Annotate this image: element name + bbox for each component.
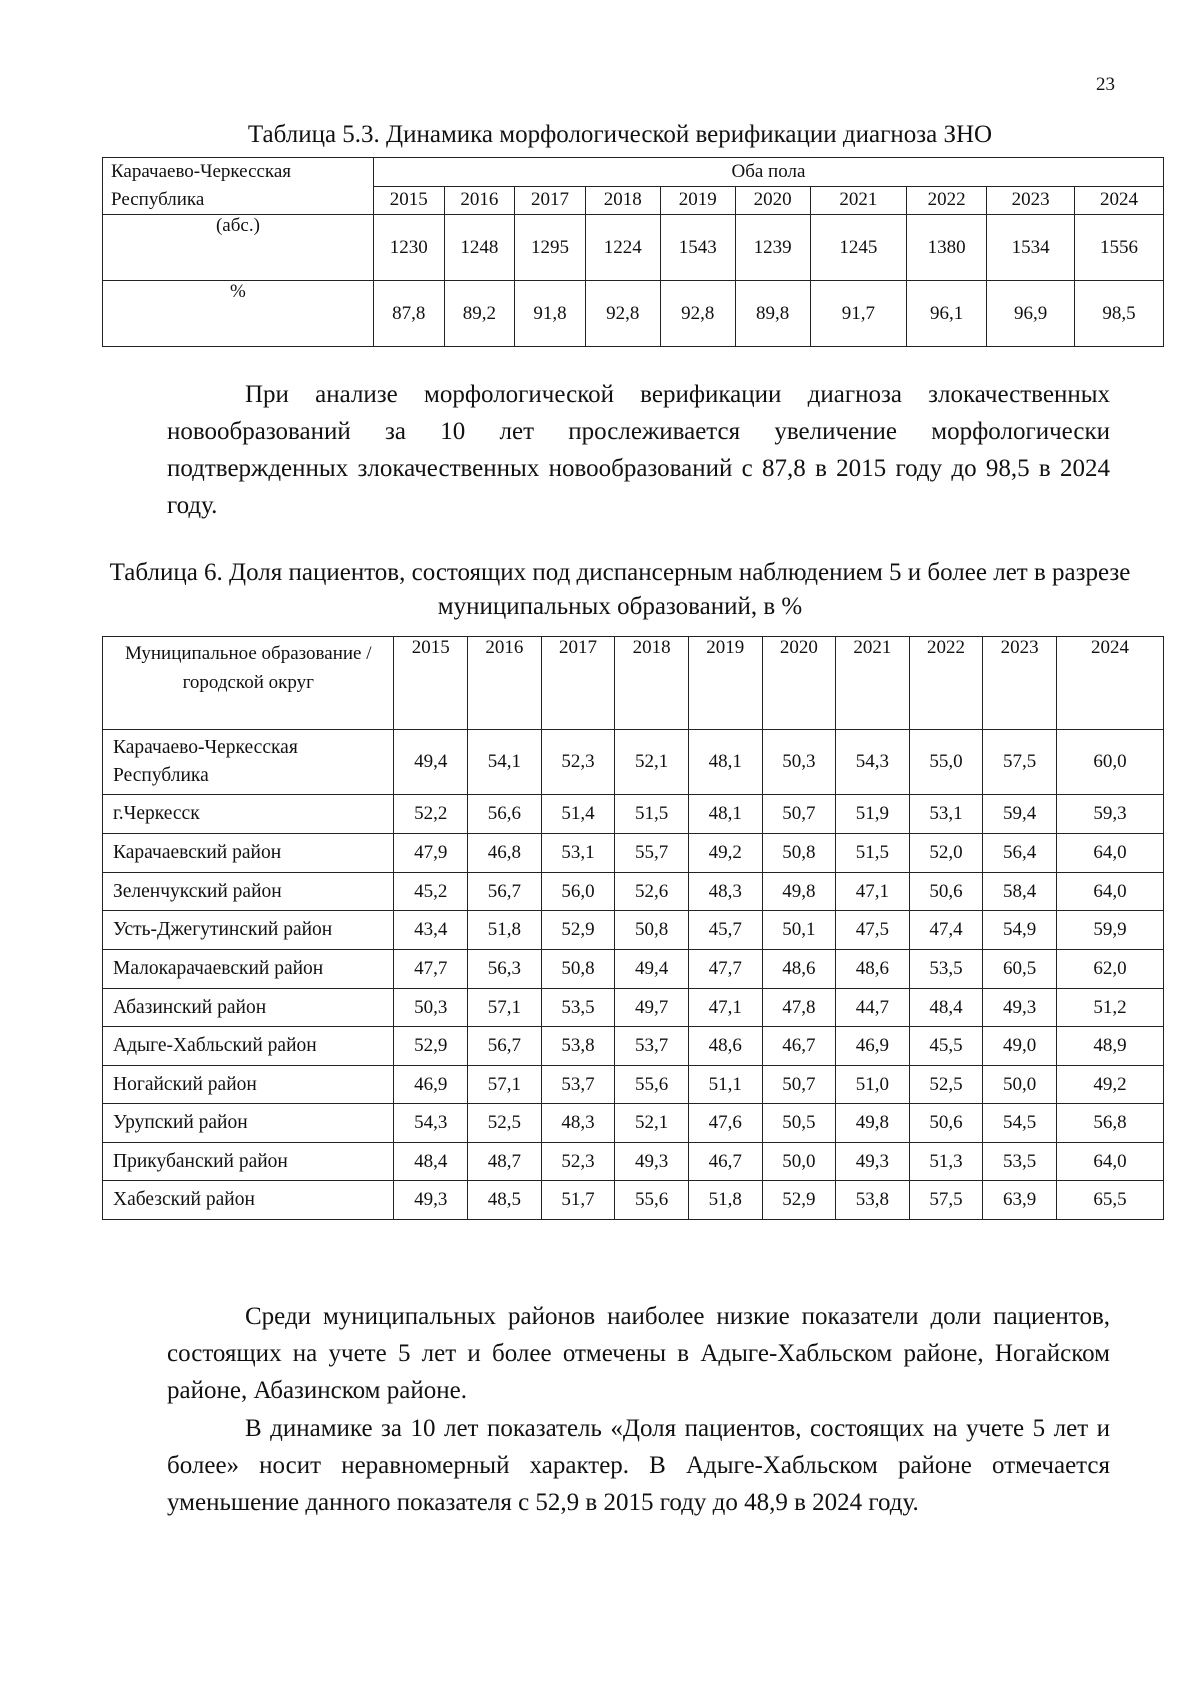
value-cell: 46,9 — [836, 1027, 910, 1066]
year-header: 2021 — [810, 186, 906, 215]
value-cell: 49,0 — [983, 1027, 1057, 1066]
value-cell: 53,5 — [909, 950, 983, 989]
value-cell: 59,9 — [1056, 911, 1163, 950]
municipality-name: Адыге-Хабльский район — [103, 1027, 394, 1066]
value-cell: 52,0 — [909, 834, 983, 873]
value-cell: 51,5 — [615, 795, 689, 834]
value-cell: 52,1 — [615, 1104, 689, 1143]
value-cell: 50,7 — [762, 1066, 836, 1104]
value-cell: 51,3 — [909, 1143, 983, 1181]
table-row — [103, 1066, 1164, 1104]
value-cell: 56,8 — [1056, 1104, 1163, 1143]
value-cell: 62,0 — [1056, 950, 1163, 989]
table-row — [103, 911, 1164, 950]
value-cell: 45,2 — [394, 873, 468, 911]
value-cell: 51,9 — [836, 795, 910, 834]
value-cell: 51,1 — [688, 1066, 762, 1104]
value-cell: 48,5 — [468, 1181, 542, 1220]
value-cell: 57,1 — [468, 1066, 542, 1104]
value-cell: 48,9 — [1056, 1027, 1163, 1066]
value-cell: 53,1 — [909, 795, 983, 834]
value-cell: 1295 — [515, 215, 586, 281]
table-row — [103, 795, 1164, 834]
value-cell: 56,7 — [468, 873, 542, 911]
value-cell: 49,7 — [615, 989, 689, 1027]
value-cell: 89,2 — [444, 281, 515, 347]
value-cell: 56,7 — [468, 1027, 542, 1066]
value-cell: 48,4 — [394, 1143, 468, 1181]
value-cell: 43,4 — [394, 911, 468, 950]
value-cell: 45,7 — [688, 911, 762, 950]
value-cell: 53,7 — [541, 1066, 615, 1104]
value-cell: 53,7 — [615, 1027, 689, 1066]
value-cell: 52,5 — [468, 1104, 542, 1143]
value-cell: 49,8 — [836, 1104, 910, 1143]
municipality-name: Абазинский район — [103, 989, 394, 1027]
value-cell: 47,8 — [762, 989, 836, 1027]
value-cell: 54,5 — [983, 1104, 1057, 1143]
value-cell: 50,8 — [615, 911, 689, 950]
year-header: 2024 — [1056, 637, 1163, 730]
value-cell: 48,3 — [688, 873, 762, 911]
table-row — [103, 950, 1164, 989]
value-cell: 1556 — [1075, 215, 1164, 281]
value-cell: 55,0 — [909, 730, 983, 795]
value-cell: 51,8 — [688, 1181, 762, 1220]
value-cell: 48,1 — [688, 730, 762, 795]
value-cell: 48,1 — [688, 795, 762, 834]
table2-corner: Муниципальное образование / городской округ — [103, 637, 394, 730]
value-cell: 49,3 — [615, 1143, 689, 1181]
value-cell: 59,4 — [983, 795, 1057, 834]
paragraph-1 — [167, 376, 1110, 524]
municipality-name: Усть-Джегутинский район — [103, 911, 394, 950]
value-cell: 55,7 — [615, 834, 689, 873]
value-cell: 89,8 — [735, 281, 810, 347]
year-header: 2024 — [1075, 186, 1164, 215]
value-cell: 48,6 — [762, 950, 836, 989]
value-cell: 52,9 — [762, 1181, 836, 1220]
municipality-name: Карачаевский район — [103, 834, 394, 873]
year-header: 2015 — [394, 637, 468, 730]
value-cell: 1543 — [660, 215, 735, 281]
value-cell: 57,5 — [983, 730, 1057, 795]
table-row — [103, 730, 1164, 795]
table-row — [103, 989, 1164, 1027]
value-cell: 52,6 — [615, 873, 689, 911]
municipality-name: Урупский район — [103, 1104, 394, 1143]
year-header: 2017 — [515, 186, 586, 215]
value-cell: 49,2 — [688, 834, 762, 873]
value-cell: 1534 — [987, 215, 1075, 281]
value-cell: 47,5 — [836, 911, 910, 950]
value-cell: 56,3 — [468, 950, 542, 989]
paragraph-3-text: В динамике за 10 лет показатель «Доля пациентов, состоящих на учете 5 лет и более» носит неравномерный характер. В Адыге-Хабльском районе отмечается уменьшение данного показателя с 52,9 в 2015 году до 48,9 в 2024 году. — [167, 1415, 1110, 1516]
value-cell: 55,6 — [615, 1066, 689, 1104]
value-cell: 91,7 — [810, 281, 906, 347]
value-cell: 53,5 — [983, 1143, 1057, 1181]
value-cell: 52,9 — [541, 911, 615, 950]
value-cell: 46,8 — [468, 834, 542, 873]
value-cell: 52,2 — [394, 795, 468, 834]
value-cell: 54,9 — [983, 911, 1057, 950]
value-cell: 48,3 — [541, 1104, 615, 1143]
value-cell: 45,5 — [909, 1027, 983, 1066]
value-cell: 65,5 — [1056, 1181, 1163, 1220]
row-label: % — [103, 281, 374, 347]
value-cell: 49,2 — [1056, 1066, 1163, 1104]
value-cell: 53,1 — [541, 834, 615, 873]
value-cell: 48,6 — [688, 1027, 762, 1066]
dispensary-observation-table — [102, 636, 1164, 1220]
table1-row-abs — [103, 215, 1164, 281]
table-6-caption: Таблица 6. Доля пациентов, состоящих под диспансерным наблюдением 5 и более лет в разрезе муниципальных образований, в % — [109, 559, 1131, 620]
row-label: (абс.) — [103, 215, 374, 281]
value-cell: 64,0 — [1056, 1143, 1163, 1181]
table-row — [103, 1104, 1164, 1143]
value-cell: 56,0 — [541, 873, 615, 911]
value-cell: 49,4 — [615, 950, 689, 989]
table-row — [103, 1143, 1164, 1181]
value-cell: 50,7 — [762, 795, 836, 834]
value-cell: 51,2 — [1056, 989, 1163, 1027]
year-header: 2018 — [615, 637, 689, 730]
table-row — [103, 1181, 1164, 1220]
value-cell: 54,3 — [836, 730, 910, 795]
table1-group-header: Оба пола — [373, 158, 1163, 187]
year-header: 2015 — [373, 186, 444, 215]
value-cell: 52,3 — [541, 730, 615, 795]
municipality-name: Карачаево-Черкесская Республика — [103, 730, 394, 795]
municipality-name: Хабезский район — [103, 1181, 394, 1220]
year-header: 2023 — [983, 637, 1057, 730]
morphological-verification-table — [102, 157, 1164, 347]
value-cell: 52,1 — [615, 730, 689, 795]
municipality-name: Малокарачаевский район — [103, 950, 394, 989]
table1-row-percent — [103, 281, 1164, 347]
value-cell: 1248 — [444, 215, 515, 281]
value-cell: 48,6 — [836, 950, 910, 989]
value-cell: 49,3 — [836, 1143, 910, 1181]
value-cell: 50,3 — [394, 989, 468, 1027]
value-cell: 55,6 — [615, 1181, 689, 1220]
year-header: 2022 — [906, 186, 986, 215]
paragraph-1-text: При анализе морфологической верификации диагноза злокачественных новообразований за 10 лет прослеживается увеличение морфологически подтвержденных злокачественных новообразований с 87,8 в 2015 году до 98,5 в 2024 году. — [167, 381, 1110, 519]
value-cell: 47,7 — [688, 950, 762, 989]
value-cell: 60,0 — [1056, 730, 1163, 795]
year-header: 2016 — [444, 186, 515, 215]
value-cell: 1380 — [906, 215, 986, 281]
value-cell: 56,6 — [468, 795, 542, 834]
value-cell: 46,7 — [688, 1143, 762, 1181]
year-header: 2018 — [585, 186, 660, 215]
value-cell: 47,7 — [394, 950, 468, 989]
paragraph-2-text: Среди муниципальных районов наиболее низкие показатели доли пациентов, состоящих на учете 5 лет и более отмечены в Адыге-Хабльском районе, Ногайском районе, Абазинском районе. — [167, 1303, 1110, 1404]
value-cell: 91,8 — [515, 281, 586, 347]
value-cell: 50,8 — [762, 834, 836, 873]
value-cell: 92,8 — [660, 281, 735, 347]
value-cell: 46,9 — [394, 1066, 468, 1104]
table-row — [103, 834, 1164, 873]
value-cell: 1224 — [585, 215, 660, 281]
value-cell: 50,8 — [541, 950, 615, 989]
value-cell: 51,5 — [836, 834, 910, 873]
value-cell: 64,0 — [1056, 834, 1163, 873]
value-cell: 54,3 — [394, 1104, 468, 1143]
value-cell: 52,9 — [394, 1027, 468, 1066]
value-cell: 1245 — [810, 215, 906, 281]
value-cell: 57,1 — [468, 989, 542, 1027]
value-cell: 50,5 — [762, 1104, 836, 1143]
value-cell: 64,0 — [1056, 873, 1163, 911]
value-cell: 50,0 — [983, 1066, 1057, 1104]
value-cell: 57,5 — [909, 1181, 983, 1220]
value-cell: 53,8 — [836, 1181, 910, 1220]
value-cell: 47,4 — [909, 911, 983, 950]
value-cell: 47,9 — [394, 834, 468, 873]
table-row — [103, 1027, 1164, 1066]
table-5-3-caption: Таблица 5.3. Динамика морфологической верификации диагноза ЗНО — [247, 121, 993, 148]
value-cell: 87,8 — [373, 281, 444, 347]
value-cell: 49,4 — [394, 730, 468, 795]
value-cell: 56,4 — [983, 834, 1057, 873]
value-cell: 49,8 — [762, 873, 836, 911]
value-cell: 54,1 — [468, 730, 542, 795]
value-cell: 50,6 — [909, 873, 983, 911]
value-cell: 63,9 — [983, 1181, 1057, 1220]
value-cell: 52,5 — [909, 1066, 983, 1104]
value-cell: 53,8 — [541, 1027, 615, 1066]
value-cell: 51,8 — [468, 911, 542, 950]
value-cell: 51,4 — [541, 795, 615, 834]
value-cell: 98,5 — [1075, 281, 1164, 347]
value-cell: 46,7 — [762, 1027, 836, 1066]
value-cell: 48,7 — [468, 1143, 542, 1181]
table1-corner: Карачаево-Черкесская Республика — [103, 158, 374, 215]
year-header: 2022 — [909, 637, 983, 730]
value-cell: 51,7 — [541, 1181, 615, 1220]
year-header: 2023 — [987, 186, 1075, 215]
value-cell: 58,4 — [983, 873, 1057, 911]
value-cell: 50,3 — [762, 730, 836, 795]
value-cell: 49,3 — [983, 989, 1057, 1027]
year-header: 2021 — [836, 637, 910, 730]
value-cell: 48,4 — [909, 989, 983, 1027]
year-header: 2017 — [541, 637, 615, 730]
year-header: 2020 — [762, 637, 836, 730]
value-cell: 44,7 — [836, 989, 910, 1027]
value-cell: 50,6 — [909, 1104, 983, 1143]
value-cell: 1239 — [735, 215, 810, 281]
value-cell: 51,0 — [836, 1066, 910, 1104]
table-row — [103, 873, 1164, 911]
year-header: 2016 — [468, 637, 542, 730]
value-cell: 96,1 — [906, 281, 986, 347]
municipality-name: г.Черкесск — [103, 795, 394, 834]
value-cell: 53,5 — [541, 989, 615, 1027]
value-cell: 47,1 — [688, 989, 762, 1027]
municipality-name: Прикубанский район — [103, 1143, 394, 1181]
year-header: 2019 — [660, 186, 735, 215]
paragraph-2 — [167, 1298, 1110, 1409]
value-cell: 1230 — [373, 215, 444, 281]
value-cell: 52,3 — [541, 1143, 615, 1181]
value-cell: 92,8 — [585, 281, 660, 347]
municipality-name: Ногайский район — [103, 1066, 394, 1104]
value-cell: 50,1 — [762, 911, 836, 950]
paragraph-3 — [167, 1410, 1110, 1521]
value-cell: 49,3 — [394, 1181, 468, 1220]
value-cell: 50,0 — [762, 1143, 836, 1181]
year-header: 2019 — [688, 637, 762, 730]
value-cell: 47,1 — [836, 873, 910, 911]
value-cell: 96,9 — [987, 281, 1075, 347]
year-header: 2020 — [735, 186, 810, 215]
page-number: 23 — [1096, 74, 1115, 95]
value-cell: 60,5 — [983, 950, 1057, 989]
municipality-name: Зеленчукский район — [103, 873, 394, 911]
value-cell: 47,6 — [688, 1104, 762, 1143]
value-cell: 59,3 — [1056, 795, 1163, 834]
